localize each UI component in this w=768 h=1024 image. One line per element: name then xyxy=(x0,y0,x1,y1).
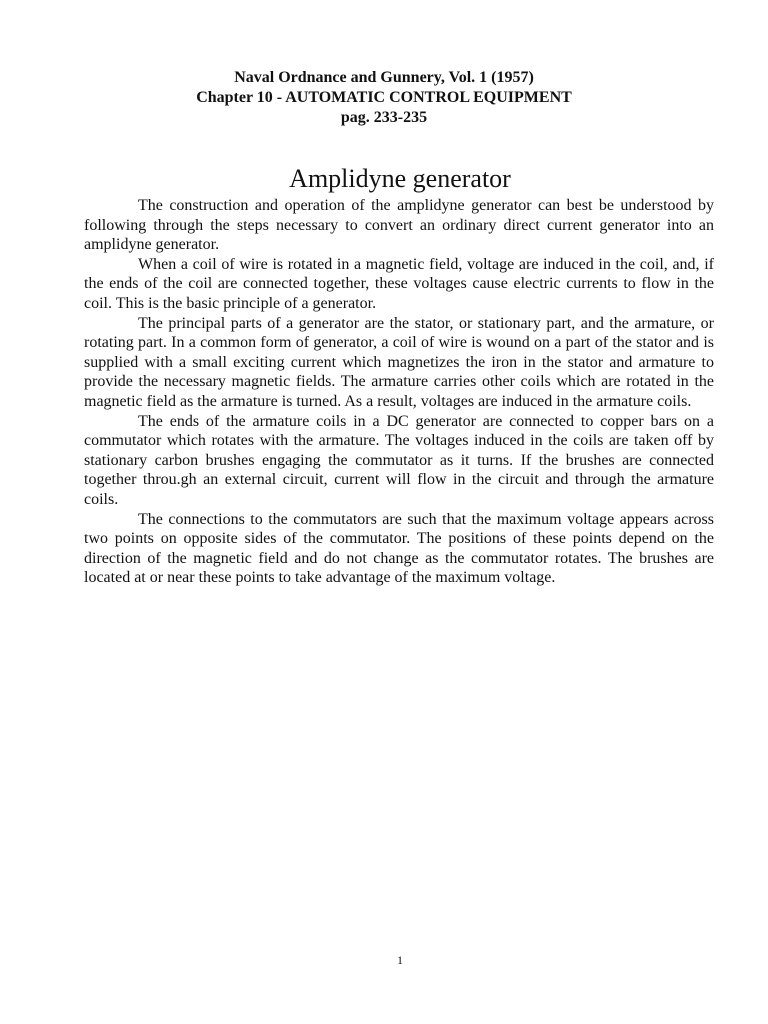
body-text xyxy=(84,196,714,588)
header-source-title: Naval Ordnance and Gunnery, Vol. 1 (1957) xyxy=(234,69,534,86)
header-chapter: Chapter 10 - AUTOMATIC CONTROL EQUIPMENT xyxy=(196,89,572,106)
page-number: 1 xyxy=(397,953,403,967)
page-title: Amplidyne generator xyxy=(289,164,511,194)
paragraph-1: The construction and operation of the amplidyne generator can best be understood by following through the steps necessary to convert an ordinary direct current generator into an amplidyne generator. xyxy=(84,197,714,254)
paragraph-5: The connections to the commutators are such that the maximum voltage appears across two points on opposite sides of the commutator. The positions of these points depend on the direction of the magnetic field and do not change as the commutator rotates. The brushes are located at or near these points to take advantage of the maximum voltage. xyxy=(84,510,714,587)
document-header xyxy=(0,68,768,128)
paragraph-4: The ends of the armature coils in a DC generator are connected to copper bars on a commutator which rotates with the armature. The voltages induced in the coils are taken off by stationary carbon brushes engaging the commutator as it turns. If the brushes are connected together throu.gh an external circuit, current will flow in the circuit and through the armature coils. xyxy=(84,412,714,508)
paragraph-3: The principal parts of a generator are the stator, or stationary part, and the armature, or rotating part. In a common form of generator, a coil of wire is wound on a part of the stator and is supplied with a small exciting current which magnetizes the iron in the stator and armature to provide the necessary magnetic fields. The armature carries other coils which are rotated in the magnetic field as the armature is turned. As a result, voltages are induced in the armature coils. xyxy=(84,314,714,410)
paragraph-2: When a coil of wire is rotated in a magnetic field, voltage are induced in the coil, and, if the ends of the coil are connected together, these voltages cause electric currents to flow in the coil. This is the basic principle of a generator. xyxy=(84,255,714,312)
header-pages: pag. 233-235 xyxy=(340,109,428,126)
